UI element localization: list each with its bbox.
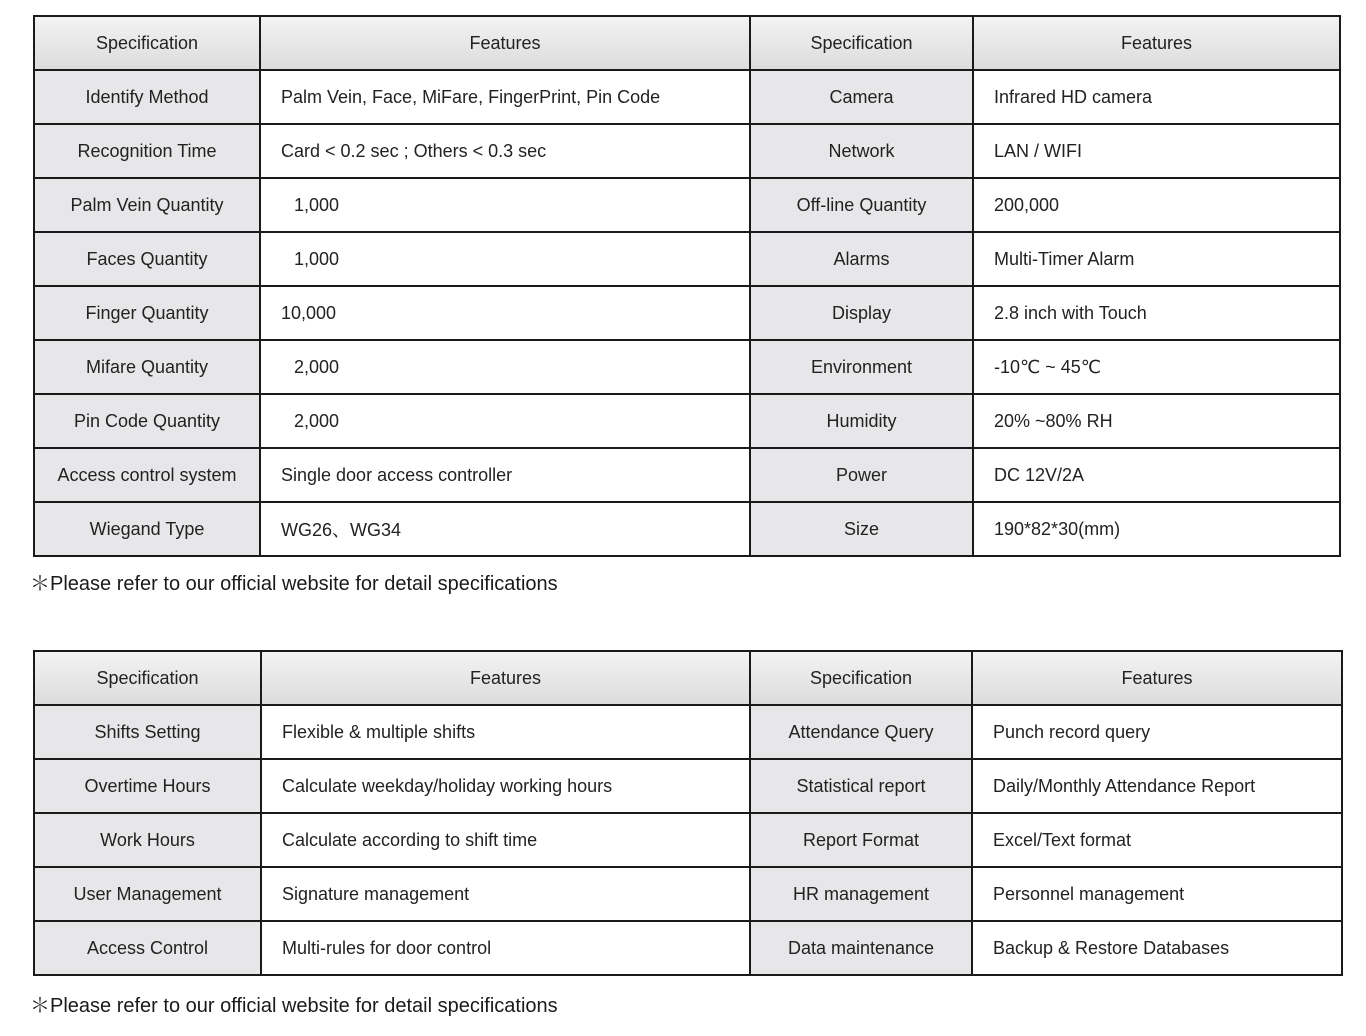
feature-value-cell: Infrared HD camera xyxy=(973,70,1340,124)
header-specification: Specification xyxy=(34,16,260,70)
spec-name-cell: Off-line Quantity xyxy=(750,178,973,232)
spec-name-cell: Shifts Setting xyxy=(34,705,261,759)
spec-name-cell: Humidity xyxy=(750,394,973,448)
spec-name-cell: Report Format xyxy=(750,813,972,867)
feature-value-cell: Excel/Text format xyxy=(972,813,1342,867)
spec-name-cell: Data maintenance xyxy=(750,921,972,975)
footnote: ＊Please refer to our official website for detail specifications xyxy=(30,995,558,1017)
header-specification: Specification xyxy=(750,651,972,705)
feature-value-cell: Personnel management xyxy=(972,867,1342,921)
spec-name-cell: Overtime Hours xyxy=(34,759,261,813)
spec-name-cell: Mifare Quantity xyxy=(34,340,260,394)
table-row xyxy=(34,286,1340,340)
feature-value-cell: Palm Vein, Face, MiFare, FingerPrint, Pin Code xyxy=(260,70,750,124)
table-row xyxy=(34,813,1342,867)
feature-value-cell: Multi-rules for door control xyxy=(261,921,750,975)
spec-name-cell: Display xyxy=(750,286,973,340)
spec-name-cell: User Management xyxy=(34,867,261,921)
table-row xyxy=(34,394,1340,448)
feature-value-cell: 2,000 xyxy=(260,340,750,394)
feature-value-cell: Flexible & multiple shifts xyxy=(261,705,750,759)
table-row xyxy=(34,70,1340,124)
feature-value-cell: -10℃ ~ 45℃ xyxy=(973,340,1340,394)
feature-value-cell: Punch record query xyxy=(972,705,1342,759)
feature-value-cell: Single door access controller xyxy=(260,448,750,502)
spec-name-cell: Recognition Time xyxy=(34,124,260,178)
feature-value-cell: 200,000 xyxy=(973,178,1340,232)
spec-name-cell: Environment xyxy=(750,340,973,394)
spec-name-cell: Identify Method xyxy=(34,70,260,124)
table-header-row xyxy=(34,16,1340,70)
feature-value-cell: Calculate weekday/holiday working hours xyxy=(261,759,750,813)
feature-value-cell: 2,000 xyxy=(260,394,750,448)
spec-name-cell: Access Control xyxy=(34,921,261,975)
table-row xyxy=(34,867,1342,921)
spec-name-cell: Size xyxy=(750,502,973,556)
table-row xyxy=(34,759,1342,813)
feature-value-cell: 10,000 xyxy=(260,286,750,340)
spec-name-cell: Statistical report xyxy=(750,759,972,813)
spec-name-cell: Work Hours xyxy=(34,813,261,867)
spec-name-cell: Camera xyxy=(750,70,973,124)
spec-table-software xyxy=(33,650,1343,976)
header-features: Features xyxy=(973,16,1340,70)
feature-value-cell: Card < 0.2 sec ; Others < 0.3 sec xyxy=(260,124,750,178)
feature-value-cell: 190*82*30(mm) xyxy=(973,502,1340,556)
table-row xyxy=(34,340,1340,394)
spec-name-cell: Faces Quantity xyxy=(34,232,260,286)
header-specification: Specification xyxy=(34,651,261,705)
feature-value-cell: 2.8 inch with Touch xyxy=(973,286,1340,340)
spec-table-hardware xyxy=(33,15,1341,557)
spec-name-cell: Palm Vein Quantity xyxy=(34,178,260,232)
header-features: Features xyxy=(972,651,1342,705)
header-specification: Specification xyxy=(750,16,973,70)
spec-name-cell: Attendance Query xyxy=(750,705,972,759)
table-row xyxy=(34,178,1340,232)
spec-name-cell: Network xyxy=(750,124,973,178)
feature-value-cell: 20% ~80% RH xyxy=(973,394,1340,448)
feature-value-cell: LAN / WIFI xyxy=(973,124,1340,178)
table-header-row xyxy=(34,651,1342,705)
feature-value-cell: 1,000 xyxy=(260,232,750,286)
header-features: Features xyxy=(260,16,750,70)
feature-value-cell: Backup & Restore Databases xyxy=(972,921,1342,975)
feature-value-cell: DC 12V/2A xyxy=(973,448,1340,502)
table-row xyxy=(34,448,1340,502)
table-row xyxy=(34,705,1342,759)
spec-name-cell: Wiegand Type xyxy=(34,502,260,556)
feature-value-cell: Signature management xyxy=(261,867,750,921)
feature-value-cell: Daily/Monthly Attendance Report xyxy=(972,759,1342,813)
table-row xyxy=(34,502,1340,556)
spec-name-cell: Alarms xyxy=(750,232,973,286)
spec-name-cell: Access control system xyxy=(34,448,260,502)
table-row xyxy=(34,124,1340,178)
header-features: Features xyxy=(261,651,750,705)
spec-name-cell: Pin Code Quantity xyxy=(34,394,260,448)
spec-name-cell: HR management xyxy=(750,867,972,921)
spec-name-cell: Finger Quantity xyxy=(34,286,260,340)
table-row xyxy=(34,232,1340,286)
spec-name-cell: Power xyxy=(750,448,973,502)
feature-value-cell: Calculate according to shift time xyxy=(261,813,750,867)
feature-value-cell: WG26、WG34 xyxy=(260,502,750,556)
feature-value-cell: Multi-Timer Alarm xyxy=(973,232,1340,286)
table-row xyxy=(34,921,1342,975)
footnote: ＊Please refer to our official website for detail specifications xyxy=(30,573,558,595)
feature-value-cell: 1,000 xyxy=(260,178,750,232)
